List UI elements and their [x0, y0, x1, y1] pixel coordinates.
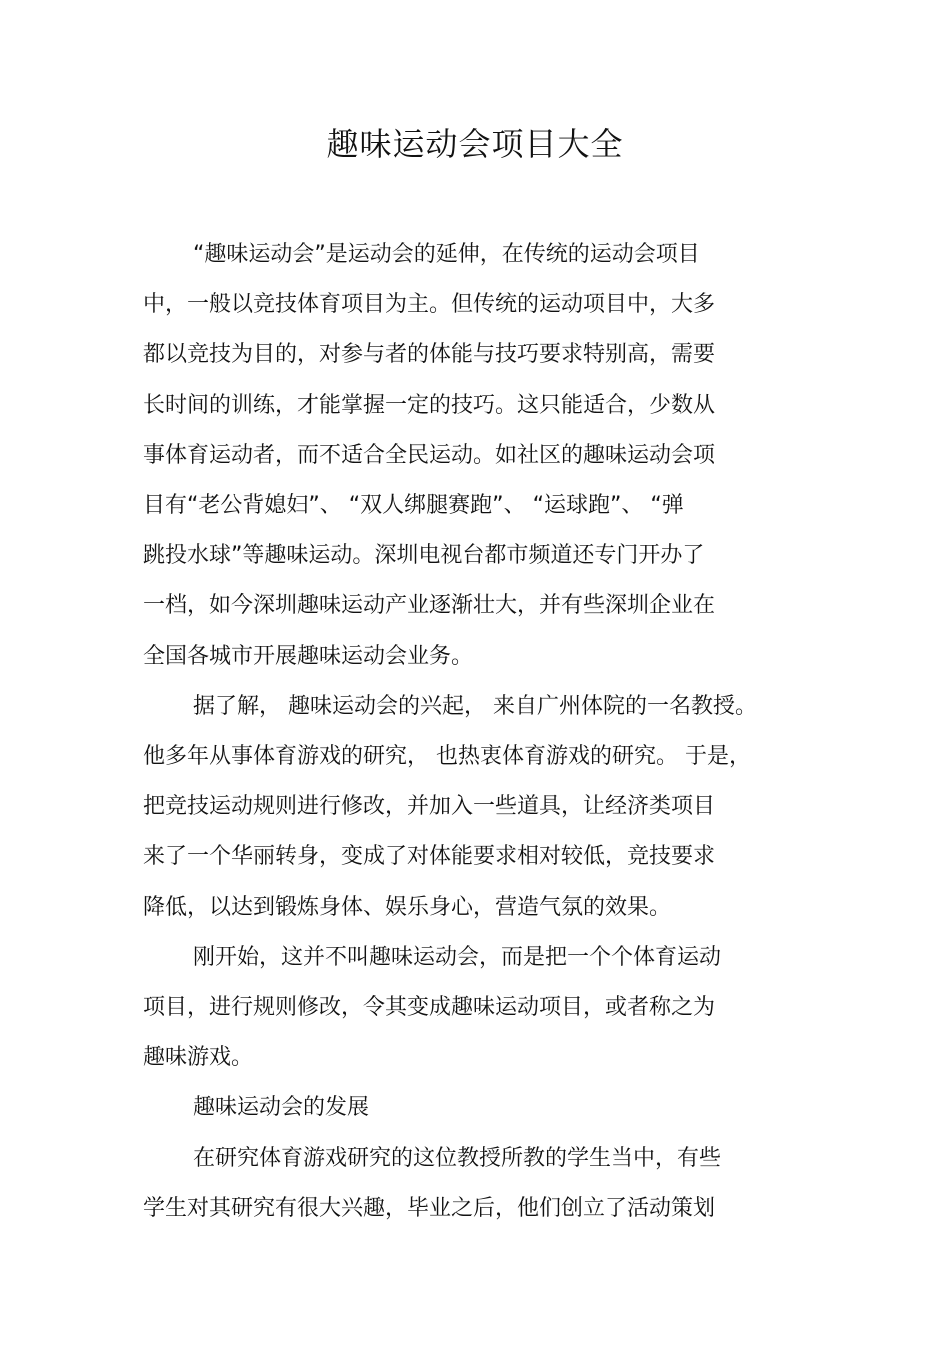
paragraph-first-line: 在研究体育游戏研究的这位教授所教的学生当中，有些 [193, 1146, 722, 1171]
paragraph-line: 一档，如今深圳趣味运动产业逐渐壮大，并有些深圳企业在 [143, 593, 716, 618]
paragraph-first-line: 刚开始，这并不叫趣味运动会，而是把一个个体育运动 [193, 945, 722, 970]
paragraph-line: 中，一般以竞技体育项目为主。但传统的运动项目中，大多 [143, 292, 716, 317]
paragraph-line: 他多年从事体育游戏的研究， 也热衷体育游戏的研究。 于是， [143, 744, 751, 769]
paragraph-line: 降低，以达到锻炼身体、娱乐身心，营造气氛的效果。 [143, 895, 672, 920]
paragraph-line: 跳投水球”等趣味运动。深圳电视台都市频道还专门开办了 [143, 543, 705, 568]
paragraph-line: 全国各城市开展趣味运动会业务。 [143, 644, 474, 669]
paragraph-line: 趣味游戏。 [143, 1045, 254, 1070]
paragraph-line: 都以竞技为目的，对参与者的体能与技巧要求特别高，需要 [143, 342, 716, 367]
paragraph-line: 学生对其研究有很大兴趣，毕业之后，他们创立了活动策划 [143, 1196, 716, 1221]
paragraph-line: 项目，进行规则修改，令其变成趣味运动项目，或者称之为 [143, 995, 716, 1020]
paragraph-line: 来了一个华丽转身，变成了对体能要求相对较低，竞技要求 [143, 844, 716, 869]
paragraph-line: 长时间的训练，才能掌握一定的技巧。这只能适合，少数从 [143, 393, 716, 418]
paragraph-line: 目有“老公背媳妇”、 “双人绑腿赛跑”、 “运球跑”、 “弹 [143, 493, 684, 518]
paragraph-first-line: “趣味运动会”是运动会的延伸，在传统的运动会项目 [193, 242, 700, 267]
paragraph-line: 把竞技运动规则进行修改，并加入一些道具，让经济类项目 [143, 794, 716, 819]
paragraph-line: 事体育运动者，而不适合全民运动。如社区的趣味运动会项 [143, 443, 716, 468]
document-title: 趣味运动会项目大全 [326, 125, 624, 163]
paragraph-first-line: 据了解， 趣味运动会的兴起， 来自广州体院的一名教授。 [193, 694, 757, 719]
paragraph-first-line: 趣味运动会的发展 [193, 1095, 370, 1120]
